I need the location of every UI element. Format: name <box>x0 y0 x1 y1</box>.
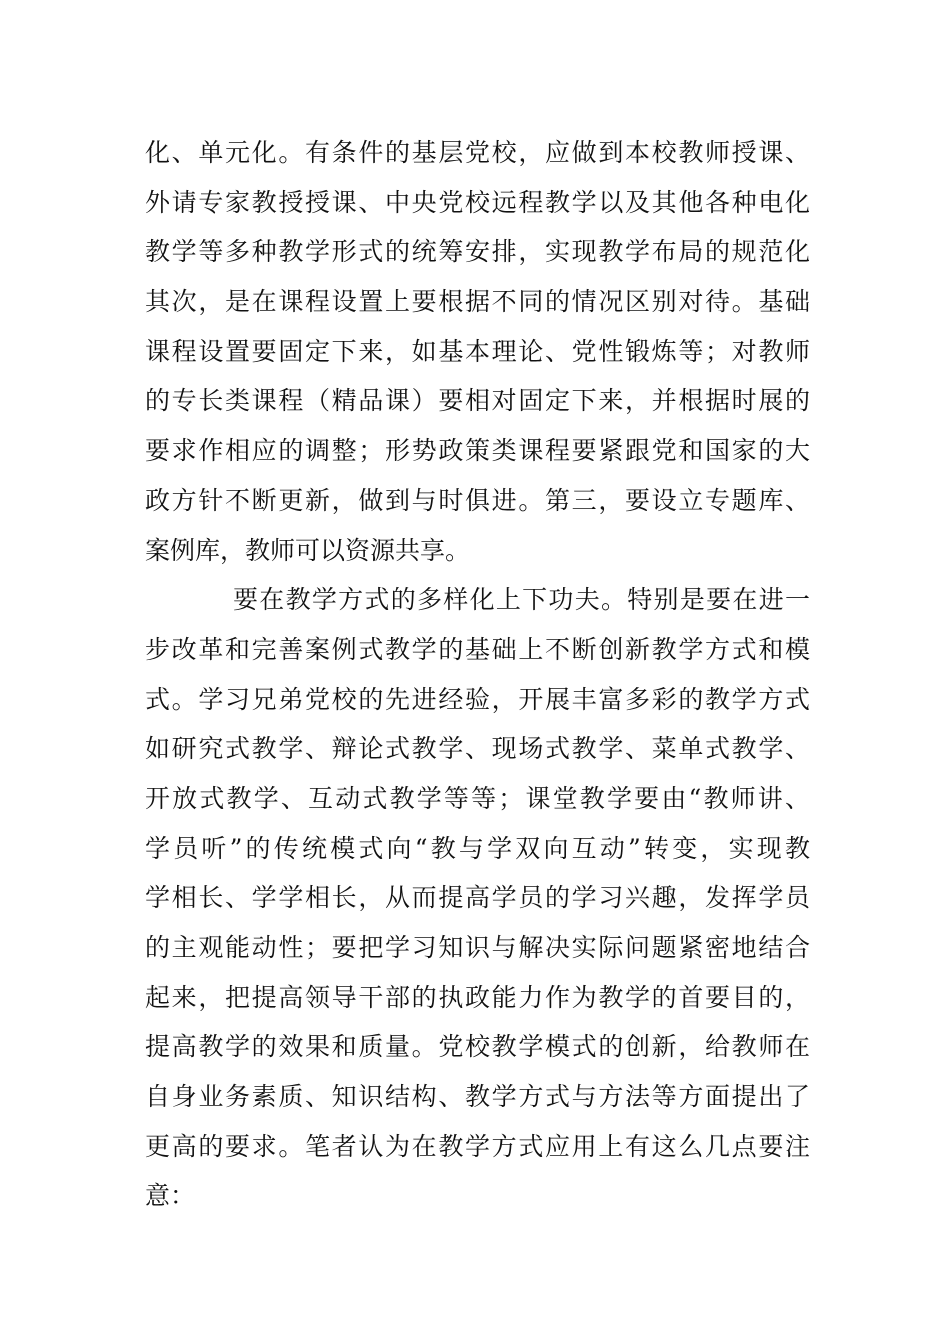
paragraph-1-line-1: 化、单元化。有条件的基层党校，应做到本校教师授课、 <box>145 138 810 167</box>
paragraph-2-line-5: 开放式教学、互动式教学等等；课堂教学要由“教师讲、 <box>145 783 810 813</box>
paragraph-1-line-5: 课程设置要固定下来，如基本理论、党性锻炼等；对教师 <box>145 336 810 366</box>
paragraph-2-line-7: 学相长、学学相长，从而提高学员的学习兴趣，发挥学员 <box>145 883 810 913</box>
paragraph-2-line-1: 要在教学方式的多样化上下功夫。特别是要在进一 <box>233 585 810 615</box>
paragraph-2-line-10: 提高教学的效果和质量。党校教学模式的创新，给教师在 <box>145 1032 810 1062</box>
paragraph-1-line-8: 政方针不断更新，做到与时俱进。第三，要设立专题库、 <box>145 485 810 515</box>
paragraph-2-line-2: 步改革和完善案例式教学的基础上不断创新教学方式和模 <box>145 634 810 664</box>
paragraph-2-line-4: 如研究式教学、辩论式教学、现场式教学、菜单式教学、 <box>145 734 810 764</box>
paragraph-2-line-6: 学员听”的传统模式向“教与学双向互动”转变，实现教 <box>145 833 810 863</box>
paragraph-2-line-3: 式。学习兄弟党校的先进经验，开展丰富多彩的教学方式 <box>145 684 810 714</box>
paragraph-1-line-3: 教学等多种教学形式的统筹安排，实现教学布局的规范化 <box>145 237 810 267</box>
paragraph-2-line-9: 起来，把提高领导干部的执政能力作为教学的首要目的， <box>145 982 810 1012</box>
paragraph-2-line-13: 意： <box>145 1181 196 1211</box>
paragraph-1-line-6: 的专长类课程（精品课）要相对固定下来，并根据时展的 <box>145 386 810 416</box>
paragraph-2-line-12: 更高的要求。笔者认为在教学方式应用上有这么几点要注 <box>145 1131 810 1161</box>
paragraph-1-line-9: 案例库，教师可以资源共享。 <box>145 535 471 565</box>
paragraph-1-line-2: 外请专家教授授课、中央党校远程教学以及其他各种电化 <box>145 187 810 217</box>
paragraph-2-line-11: 自身业务素质、知识结构、教学方式与方法等方面提出了 <box>145 1082 810 1112</box>
paragraph-1-line-4: 其次，是在课程设置上要根据不同的情况区别对待。基础 <box>145 287 810 317</box>
paragraph-1-line-7: 要求作相应的调整；形势政策类课程要紧跟党和国家的大 <box>145 436 810 466</box>
paragraph-2-line-8: 的主观能动性；要把学习知识与解决实际问题紧密地结合 <box>145 933 810 962</box>
body-text <box>145 128 810 1221</box>
